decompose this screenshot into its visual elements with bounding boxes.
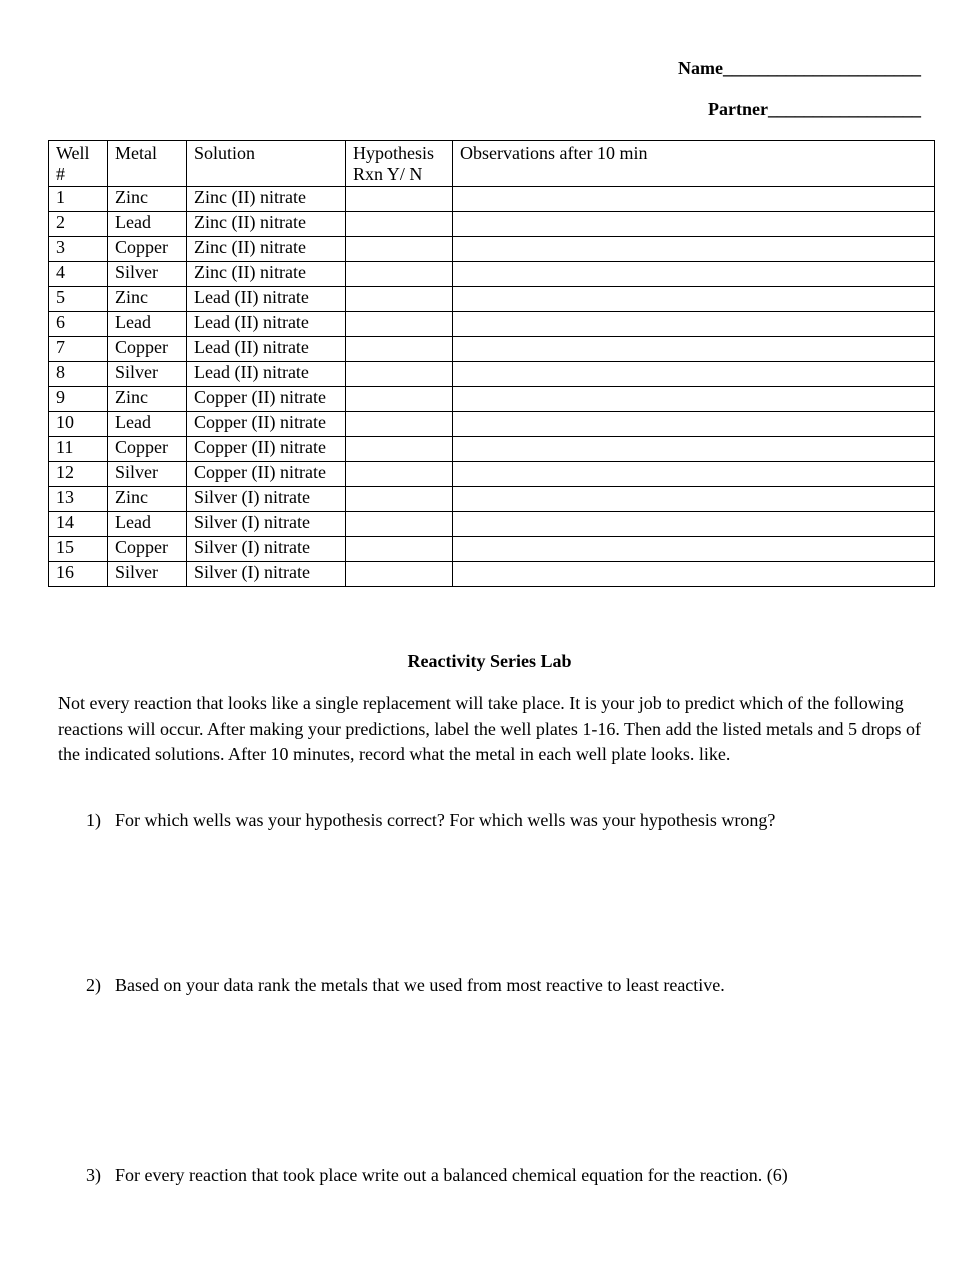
well-cell: 10	[49, 412, 108, 437]
solution-cell: Silver (I) nitrate	[187, 537, 346, 562]
question-number: 2)	[86, 975, 101, 995]
well-cell: 15	[49, 537, 108, 562]
table-row	[49, 387, 935, 412]
table-row	[49, 362, 935, 387]
well-cell: 4	[49, 262, 108, 287]
solution-cell: Copper (II) nitrate	[187, 462, 346, 487]
observations-cell[interactable]	[453, 362, 935, 387]
table-header-row	[49, 141, 935, 187]
hypothesis-cell[interactable]	[346, 362, 453, 387]
header-observations: Observations after 10 min	[453, 141, 935, 187]
hypothesis-cell[interactable]	[346, 462, 453, 487]
table-row	[49, 312, 935, 337]
table-row	[49, 537, 935, 562]
observations-cell[interactable]	[453, 212, 935, 237]
hypothesis-cell[interactable]	[346, 387, 453, 412]
solution-cell: Copper (II) nitrate	[187, 387, 346, 412]
observations-cell[interactable]	[453, 437, 935, 462]
metal-cell: Lead	[108, 212, 187, 237]
page-title: Reactivity Series Lab	[407, 651, 572, 671]
metal-cell: Zinc	[108, 287, 187, 312]
solution-cell: Silver (I) nitrate	[187, 487, 346, 512]
hypothesis-cell[interactable]	[346, 212, 453, 237]
solution-cell: Silver (I) nitrate	[187, 512, 346, 537]
hypothesis-cell[interactable]	[346, 537, 453, 562]
observations-cell[interactable]	[453, 562, 935, 587]
question-3	[86, 1165, 788, 1186]
metal-cell: Silver	[108, 462, 187, 487]
metal-cell: Zinc	[108, 187, 187, 212]
solution-cell: Lead (II) nitrate	[187, 287, 346, 312]
hypothesis-cell[interactable]	[346, 437, 453, 462]
well-cell: 7	[49, 337, 108, 362]
well-cell: 5	[49, 287, 108, 312]
intro-paragraph: Not every reaction that looks like a single replacement will take place. It is your job to predict which of the following reactions will occur. After making your predictions, label the well plates 1-16. Then add the listed metals and 5 drops of the indicated solutions. After 10 minutes, record what the metal in each well plate looks. like.	[58, 693, 921, 764]
observations-cell[interactable]	[453, 412, 935, 437]
solution-cell: Zinc (II) nitrate	[187, 187, 346, 212]
observations-cell[interactable]	[453, 512, 935, 537]
header-well: Well #	[49, 141, 108, 187]
well-cell: 9	[49, 387, 108, 412]
metal-cell: Copper	[108, 237, 187, 262]
observations-cell[interactable]	[453, 387, 935, 412]
metal-cell: Silver	[108, 362, 187, 387]
hypothesis-cell[interactable]	[346, 412, 453, 437]
hypothesis-cell[interactable]	[346, 187, 453, 212]
hypothesis-cell[interactable]	[346, 512, 453, 537]
observations-cell[interactable]	[453, 312, 935, 337]
observations-cell[interactable]	[453, 287, 935, 312]
solution-cell: Zinc (II) nitrate	[187, 262, 346, 287]
well-cell: 12	[49, 462, 108, 487]
question-1	[86, 810, 775, 831]
hypothesis-cell[interactable]	[346, 337, 453, 362]
question-text: For which wells was your hypothesis correct? For which wells was your hypothesis wrong?	[115, 810, 776, 830]
partner-field[interactable]: Partner_________________	[708, 99, 921, 119]
well-cell: 1	[49, 187, 108, 212]
header-metal: Metal	[108, 141, 187, 187]
metal-cell: Copper	[108, 437, 187, 462]
name-field[interactable]: Name______________________	[678, 58, 921, 78]
solution-cell: Copper (II) nitrate	[187, 412, 346, 437]
table-row	[49, 187, 935, 212]
solution-cell: Copper (II) nitrate	[187, 437, 346, 462]
observations-cell[interactable]	[453, 337, 935, 362]
metal-cell: Silver	[108, 562, 187, 587]
table-row	[49, 437, 935, 462]
hypothesis-cell[interactable]	[346, 262, 453, 287]
solution-cell: Lead (II) nitrate	[187, 362, 346, 387]
well-cell: 14	[49, 512, 108, 537]
metal-cell: Lead	[108, 412, 187, 437]
table-row	[49, 412, 935, 437]
header-hypothesis: Hypothesis Rxn Y/ N	[346, 141, 453, 187]
table-row	[49, 337, 935, 362]
metal-cell: Zinc	[108, 387, 187, 412]
table-row	[49, 512, 935, 537]
observations-cell[interactable]	[453, 537, 935, 562]
table-row	[49, 562, 935, 587]
solution-cell: Silver (I) nitrate	[187, 562, 346, 587]
well-cell: 13	[49, 487, 108, 512]
solution-cell: Lead (II) nitrate	[187, 312, 346, 337]
table-row	[49, 237, 935, 262]
header-solution: Solution	[187, 141, 346, 187]
table-row	[49, 212, 935, 237]
question-number: 3)	[86, 1165, 101, 1185]
metal-cell: Zinc	[108, 487, 187, 512]
metal-cell: Silver	[108, 262, 187, 287]
hypothesis-cell[interactable]	[346, 312, 453, 337]
well-cell: 8	[49, 362, 108, 387]
observations-cell[interactable]	[453, 187, 935, 212]
hypothesis-cell[interactable]	[346, 562, 453, 587]
solution-cell: Lead (II) nitrate	[187, 337, 346, 362]
table-row	[49, 462, 935, 487]
question-number: 1)	[86, 810, 101, 830]
hypothesis-cell[interactable]	[346, 237, 453, 262]
well-cell: 6	[49, 312, 108, 337]
well-cell: 11	[49, 437, 108, 462]
observations-cell[interactable]	[453, 262, 935, 287]
solution-cell: Zinc (II) nitrate	[187, 212, 346, 237]
question-2	[86, 975, 725, 996]
observation-table	[48, 140, 935, 587]
hypothesis-cell[interactable]	[346, 487, 453, 512]
metal-cell: Lead	[108, 312, 187, 337]
well-cell: 3	[49, 237, 108, 262]
observations-cell[interactable]	[453, 462, 935, 487]
table-row	[49, 487, 935, 512]
metal-cell: Copper	[108, 537, 187, 562]
well-cell: 16	[49, 562, 108, 587]
table-row	[49, 287, 935, 312]
metal-cell: Lead	[108, 512, 187, 537]
question-text: Based on your data rank the metals that we used from most reactive to least reactive.	[115, 975, 725, 995]
well-cell: 2	[49, 212, 108, 237]
observations-cell[interactable]	[453, 237, 935, 262]
hypothesis-cell[interactable]	[346, 287, 453, 312]
question-text: For every reaction that took place write out a balanced chemical equation for the reaction. (6)	[115, 1165, 788, 1185]
metal-cell: Copper	[108, 337, 187, 362]
solution-cell: Zinc (II) nitrate	[187, 237, 346, 262]
table-row	[49, 262, 935, 287]
observations-cell[interactable]	[453, 487, 935, 512]
